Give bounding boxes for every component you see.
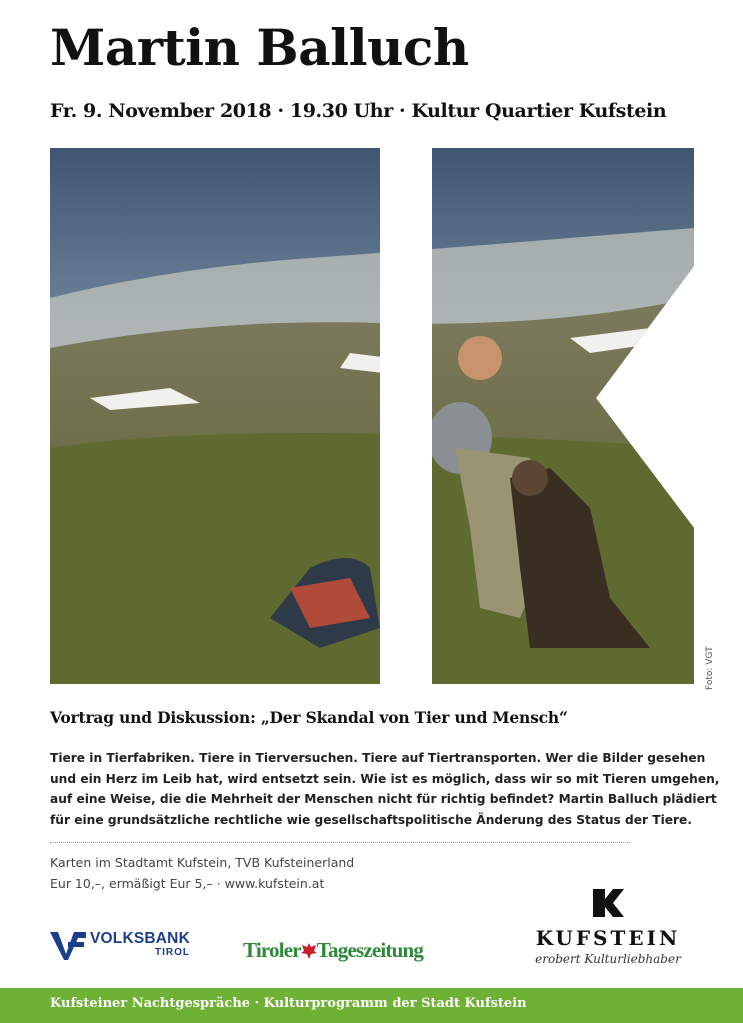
kufstein-k-icon [591, 888, 625, 918]
volksbank-icon [50, 930, 86, 960]
volksbank-region: TIROL [154, 947, 190, 958]
ticket-price: Eur 10,–, ermäßigt Eur 5,– · www.kufstein.at [50, 876, 325, 891]
footer-bar [0, 988, 743, 1023]
kufstein-logo [522, 888, 694, 966]
description-line: und ein Herz im Leib hat, wird entsetzt sein. Wie ist es möglich, dass wir so mit Tieren umgehen, [50, 771, 720, 786]
divider [50, 842, 630, 843]
volksbank-name: VOLKSBANK [90, 930, 190, 947]
photo-credit: Foto: VGT [705, 646, 715, 690]
volksbank-logo [50, 930, 190, 960]
lecture-title: Vortrag und Diskussion: „Der Skandal von Tier und Mensch“ [50, 708, 568, 727]
ticket-location: Karten im Stadtamt Kufstein, TVB Kufsteinerland [50, 855, 355, 870]
description-line: für eine grundsätzliche rechtliche wie gesellschaftspolitische Änderung des Status der Tiere. [50, 812, 692, 827]
description-line: Tiere in Tierfabriken. Tiere in Tierversuchen. Tiere auf Tiertransporten. Wer die Bilder gesehen [50, 751, 706, 765]
tt-word-2: Tageszeitung [316, 938, 424, 962]
description-line: auf eine Weise, die die Mehrheit der Menschen nicht für richtig befindet? Martin Balluch plädiert [50, 792, 717, 806]
ticket-info [50, 852, 354, 894]
tiroler-tageszeitung-logo [243, 938, 423, 963]
event-description [50, 748, 720, 830]
footer-text: Kufsteiner Nachtgespräche · Kulturprogramm der Stadt Kufstein [50, 996, 527, 1011]
eagle-icon [301, 942, 317, 960]
page-title: Martin Balluch [50, 18, 469, 77]
speaker-photo [50, 148, 694, 684]
tt-word-1: Tiroler [243, 938, 301, 962]
event-date-venue: Fr. 9. November 2018 · 19.30 Uhr · Kultur Quartier Kufstein [50, 100, 667, 122]
kufstein-tagline: erobert Kulturliebhaber [535, 952, 681, 966]
kufstein-wordmark: KUFSTEIN [535, 926, 681, 950]
